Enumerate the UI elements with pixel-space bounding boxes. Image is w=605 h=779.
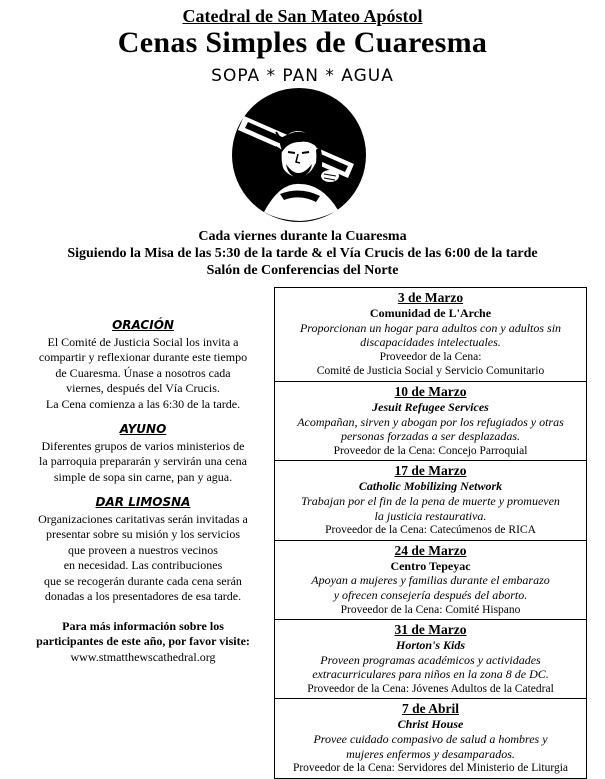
parish-name: Catedral de San Mateo Apóstol <box>182 6 423 26</box>
text-line: donadas a los presentadores de esa tarde. <box>44 589 242 603</box>
entry-date: 7 de Abril <box>401 701 459 717</box>
entry-provider-line: Comité de Justicia Social y Servicio Comunitario <box>316 365 545 378</box>
section-heading-oracion: ORACIÓN <box>112 318 174 332</box>
entry-provider-line: Proveedor de la Cena: Concejo Parroquial <box>333 444 528 457</box>
entry-description-line: mujeres enfermos y desamparados. <box>346 746 515 761</box>
text-line: presentar sobre su misión y los servicios <box>46 527 240 541</box>
website-link[interactable]: www.stmatthewscathedral.org <box>70 649 216 664</box>
text-line: compartir y reflexionar durante este tiempo <box>38 350 248 364</box>
entry-organization: Jesuit Refugee Services <box>372 399 489 414</box>
entry-date: 24 de Marzo <box>394 542 467 558</box>
entry-description-line: personas forzadas a ser desplazadas. <box>340 429 520 444</box>
text-line: de Cuaresma. Únase a nosotros cada <box>55 365 231 380</box>
entry-date: 31 de Marzo <box>394 622 467 638</box>
entry-provider-line: Proveedor de la Cena: Catecúmenos de RICA <box>325 524 536 537</box>
text-line: que proveen a nuestros vecinos <box>68 542 218 557</box>
schedule-entry <box>275 461 586 540</box>
page-subtitle: SOPA * PAN * AGUA <box>211 66 394 86</box>
entry-date: 3 de Marzo <box>397 290 464 305</box>
entry-organization: Catholic Mobilizing Network <box>358 479 503 494</box>
more-info <box>18 619 268 650</box>
section-text-ayuno <box>18 439 268 486</box>
left-column <box>18 318 268 665</box>
entry-description-line: Provee cuidado compasivo de salud a hombres y <box>313 732 548 747</box>
schedule-entry <box>275 541 586 620</box>
entry-description-line: Apoyan a mujeres y familias durante el embarazo <box>311 573 550 588</box>
section-heading-limosna: DAR LIMOSNA <box>95 495 191 509</box>
text-line: Organizaciones caritativas serán invitadas a <box>38 511 248 526</box>
entry-provider-line: Proveedor de la Cena: Comité Hispano <box>340 603 521 616</box>
text-line: que se recogerán durante cada cena serán <box>44 573 242 588</box>
entry-provider-line: Proveedor de la Cena: Servidores del Ministerio de Liturgia <box>292 762 569 775</box>
text-line: simple de sopa sin carne, pan y agua. <box>53 469 233 484</box>
schedule-entry <box>275 382 586 461</box>
schedule-line: Siguiendo la Misa de las 5:30 de la tarde & el Vía Crucis de las 6:00 de la tarde <box>67 246 538 261</box>
schedule-line: Cada viernes durante la Cuaresma <box>198 229 407 244</box>
section-heading-ayuno: AYUNO <box>119 422 167 436</box>
entry-description-line: extracurriculares para niños en la zona 8 de DC. <box>312 667 549 682</box>
christ-crown-of-thorns-icon <box>230 86 368 224</box>
entry-organization: Centro Tepeyac <box>390 558 471 573</box>
entry-date: 10 de Marzo <box>394 383 467 399</box>
entry-description-line: Proporcionan un hogar para adultos con y adultos sin <box>299 320 562 335</box>
entry-description-line: y ofrecen consejería después del aborto. <box>333 587 528 602</box>
entry-description-line: Proveen programas académicos y actividades <box>320 652 541 667</box>
entry-description-line: Acompañan, sirven y abogan por los refugiados y otras <box>297 414 564 429</box>
schedule-entry <box>275 699 586 777</box>
entry-provider-line: Proveedor de la Cena: <box>379 350 482 363</box>
entry-organization: Christ House <box>397 717 464 732</box>
entry-organization: Comunidad de L'Arche <box>369 306 492 320</box>
text-line: El Comité de Justicia Social los invita a <box>47 334 239 349</box>
more-info-line: Para más información sobre los <box>62 618 224 633</box>
entry-description-line: la justicia restaurativa. <box>374 508 487 523</box>
speaker-schedule-table <box>274 287 587 779</box>
schedule-info <box>0 228 605 279</box>
more-info-line: participantes de este año, por favor visite: <box>36 634 250 648</box>
section-text-oracion <box>18 335 268 413</box>
text-line: en necesidad. Las contribuciones <box>63 558 223 572</box>
entry-date: 17 de Marzo <box>394 463 467 479</box>
entry-description-line: Trabajan por el fin de la pena de muerte y promueven <box>301 493 560 508</box>
entry-organization: Horton's Kids <box>395 638 466 653</box>
schedule-entry <box>275 288 586 382</box>
page-title: Cenas Simples de Cuaresma <box>117 26 488 59</box>
schedule-entry <box>275 620 586 699</box>
text-line: viernes, después del Vía Crucis. <box>66 381 220 395</box>
text-line: La Cena comienza a las 6:30 de la tarde. <box>45 396 241 411</box>
text-line: Diferentes grupos de varios ministerios de <box>41 438 245 453</box>
text-line: la parroquia prepararán y servirán una cena <box>39 454 247 468</box>
entry-description-line: discapacidades intelectuales. <box>360 335 501 350</box>
schedule-line: Salón de Conferencias del Norte <box>206 263 399 278</box>
section-text-limosna <box>18 512 268 605</box>
entry-provider-line: Proveedor de la Cena: Jóvenes Adultos de la Catedral <box>307 682 554 695</box>
